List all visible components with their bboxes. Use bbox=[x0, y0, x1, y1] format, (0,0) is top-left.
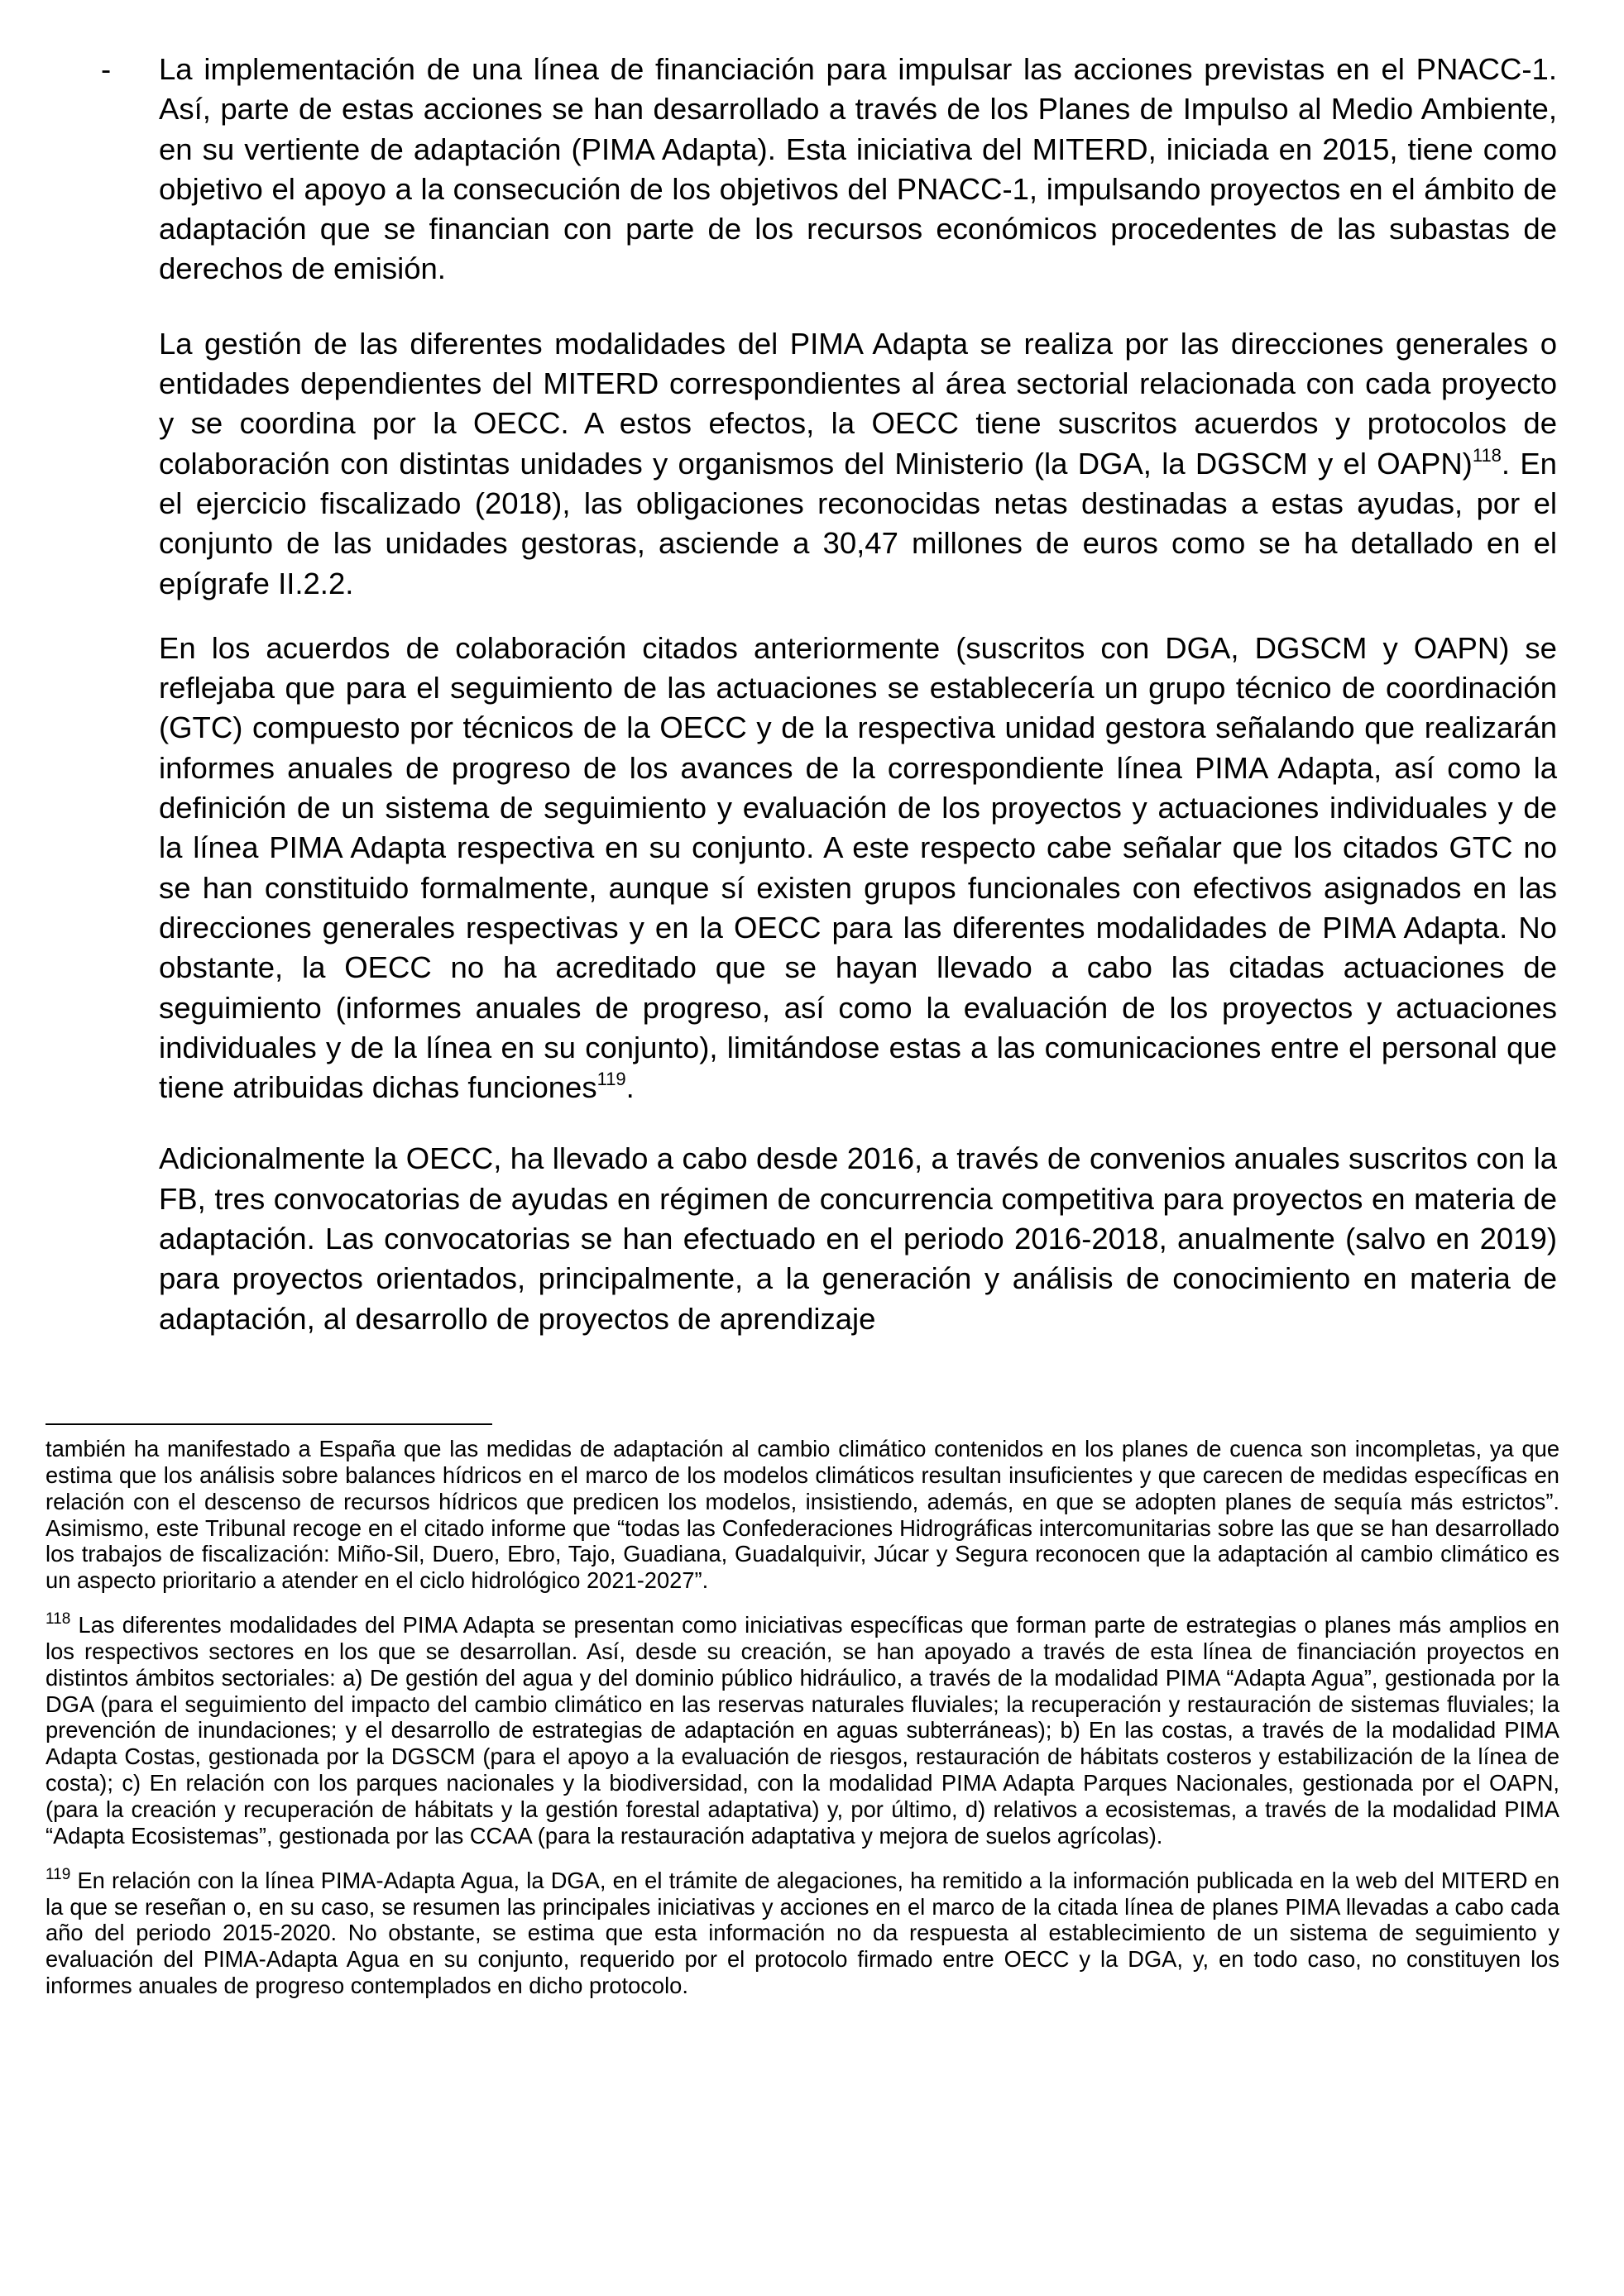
footnote-118 bbox=[46, 1612, 1559, 1849]
footnote-number: 118 bbox=[46, 1610, 71, 1628]
footnote-ref-119[interactable]: 119 bbox=[596, 1068, 626, 1089]
footnote-ref-118[interactable]: 118 bbox=[1472, 444, 1502, 466]
footnote-separator bbox=[46, 1423, 492, 1425]
paragraph-text: La gestión de las diferentes modalidades del PIMA Adapta se realiza por las direcciones generales o entidades dependientes del MITERD correspondientes al área sectorial relacionada con cada proyecto y se coordina por la OECC. A estos efectos, la OECC tiene suscritos acuerdos y protocolos de colaboración con distintas unidades y organismos del Ministerio (la DGA, la DGSCM y el OAPN) bbox=[159, 326, 1557, 481]
paragraph-pima-management bbox=[159, 324, 1557, 604]
footnote-text: Las diferentes modalidades del PIMA Adapta se presentan como iniciativas específicas que forman parte de estrategias o planes más amplios en los respectivos sectores en los que se desarrollan. Así, desde su creación, se han apoyado a través de esta línea de financiación proyectos en distintos ámbitos sectoriales: a) De gestión del agua y del dominio público hidráulico, a través de la modalidad PIMA “Adapta Agua”, gestionada por la DGA (para el seguimiento del impacto del cambio climático en las reservas naturales fluviales; la recuperación y restauración de sistemas fluviales; la prevención de inundaciones; y el desarrollo de estrategias de adaptación en aguas subterráneas); b) En las costas, a través de la modalidad PIMA Adapta Costas, gestionada por la DGSCM (para el apoyo a la evaluación de riesgos, restauración de hábitats costeros y estabilización de la línea de costa); c) En relación con los parques nacionales y la biodiversidad, con la modalidad PIMA Adapta Parques Nacionales, gestionada por el OAPN, (para la creación y recuperación de hábitats y la gestión forestal adaptativa) y, por último, d) relativos a ecosistemas, a través de la modalidad PIMA “Adapta Ecosistemas”, gestionada por las CCAA (para la restauración adaptativa y mejora de suelos agrícolas). bbox=[46, 1612, 1559, 1849]
main-text bbox=[101, 50, 1557, 1364]
paragraph-text: . En el ejercicio fiscalizado (2018), las obligaciones reconocidas netas destinadas a estas ayudas, por el conjunto de las unidades gestoras, asciende a 30,47 millones de euros como se ha detallado en el epígrafe II.2.2. bbox=[159, 446, 1557, 600]
footnote-continued: también ha manifestado a España que las medidas de adaptación al cambio climático contenidos en los planes de cuenca son incompletas, ya que estima que los análisis sobre balances hídricos en el marco de los modelos climáticos resultan insuficientes y que carecen de medidas específicas en relación con el descenso de recursos hídricos que predicen los modelos, insistiendo, además, en que se adopten planes de sequía más estrictos”. Asimismo, este Tribunal recoge en el citado informe que “todas las Confederaciones Hidrográficas intercomunitarias sobre las que se han desarrollado los trabajos de fiscalización: Miño-Sil, Duero, Ebro, Tajo, Guadiana, Guadalquivir, Júcar y Segura reconocen que la adaptación al cambio climático es un aspecto prioritario a atender en el ciclo hidrológico 2021-2027”. bbox=[46, 1436, 1559, 1594]
paragraph-pima-financing: La implementación de una línea de financiación para impulsar las acciones previstas en el PNACC-1. Así, parte de estas acciones se han desarrollado a través de los Planes de Impulso al Medio Ambiente, en su vertiente de adaptación (PIMA Adapta). Esta iniciativa del MITERD, iniciada en 2015, tiene como objetivo el apoyo a la consecución de los objetivos del PNACC-1, impulsando proyectos en el ámbito de adaptación que se financian con parte de los recursos económicos procedentes de las subastas de derechos de emisión. bbox=[159, 52, 1557, 286]
footnote-119 bbox=[46, 1865, 1559, 1999]
paragraph-text: En los acuerdos de colaboración citados anteriormente (suscritos con DGA, DGSCM y OAPN) se reflejaba que para el seguimiento de las actuaciones se establecería un grupo técnico de coordinación (GTC) compuesto por técnicos de la OECC y de la respectiva unidad gestora señalando que realizarán informes anuales de progreso de los avances de la correspondiente línea PIMA Adapta, así como la definición de un sistema de seguimiento y evaluación de los proyectos y actuaciones individuales y de la línea PIMA Adapta respectiva en su conjunto. A este respecto cabe señalar que los citados GTC no se han constituido formalmente, aunque sí existen grupos funcionales con efectivos asignados en las direcciones generales respectivas y en la OECC para las diferentes modalidades de PIMA Adapta. No obstante, la OECC no ha acreditado que se hayan llevado a cabo las citadas actuaciones de seguimiento (informes anuales de progreso, así como la evaluación de los proyectos y actuaciones individuales y de la línea en su conjunto), limitándose estas a las comunicaciones entre el personal que tiene atribuidas dichas funciones bbox=[159, 630, 1557, 1105]
paragraph-collaboration-agreements bbox=[159, 629, 1557, 1108]
bullet-dash: - bbox=[101, 52, 112, 86]
footnote-text: En relación con la línea PIMA-Adapta Agua, la DGA, en el trámite de alegaciones, ha remitido a la información publicada en la web del MITERD en la que se reseñan o, en su caso, se resumen las principales iniciativas y acciones en el marco de la citada línea de planes PIMA llevadas a cabo cada año del periodo 2015-2020. No obstante, se estima que esta información no da respuesta al establecimiento de un sistema de seguimiento y evaluación del PIMA-Adapta Agua en su conjunto, requerido por el protocolo firmado entre OECC y la DGA, y, en todo caso, no constituyen los informes anuales de progreso contemplados en dicho protocolo. bbox=[46, 1867, 1559, 1999]
paragraph-text: . bbox=[625, 1070, 635, 1105]
footnotes bbox=[46, 1436, 1559, 2017]
footnote-number: 119 bbox=[46, 1865, 71, 1883]
paragraph-oecc-calls: Adicionalmente la OECC, ha llevado a cabo desde 2016, a través de convenios anuales suscritos con la FB, tres convocatorias de ayudas en régimen de concurrencia competitiva para proyectos en materia de adaptación. Las convocatorias se han efectuado en el periodo 2016-2018, anualmente (salvo en 2019) para proyectos orientados, principalmente, a la generación y análisis de conocimiento en materia de adaptación, al desarrollo de proyectos de aprendizaje bbox=[159, 1141, 1557, 1336]
